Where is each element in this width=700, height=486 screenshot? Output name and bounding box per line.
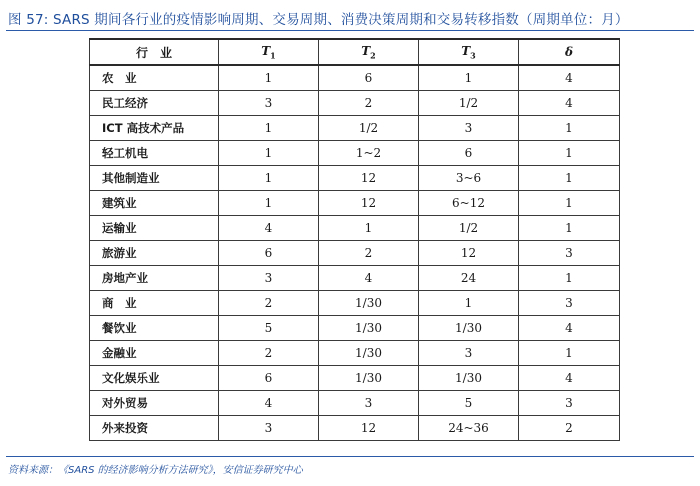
cell-delta: 1 [519, 166, 620, 191]
cell-t3: 3 [419, 116, 519, 141]
cell-t2: 1/30 [319, 366, 419, 391]
cell-t1: 6 [219, 366, 319, 391]
cell-t1: 3 [219, 91, 319, 116]
cell-t3: 1/2 [419, 216, 519, 241]
cell-delta: 4 [519, 366, 620, 391]
cell-t1: 4 [219, 216, 319, 241]
table-header-row [90, 39, 620, 65]
cell-t1: 1 [219, 166, 319, 191]
header-t2: $T_2$ [319, 39, 419, 65]
cell-industry: 旅游业 [90, 241, 219, 266]
cell-delta: 1 [519, 266, 620, 291]
source-note: 资料来源：《SARS 的经济影响分析方法研究》，安信证券研究中心 [8, 465, 303, 476]
table-row [90, 216, 620, 241]
cell-t1: 1 [219, 65, 319, 91]
cell-t1: 6 [219, 241, 319, 266]
cell-industry: 运输业 [90, 216, 219, 241]
cell-delta: 4 [519, 91, 620, 116]
cell-t2: 1/30 [319, 341, 419, 366]
cell-t3: 1/30 [419, 366, 519, 391]
cell-t1: 2 [219, 341, 319, 366]
table-row [90, 366, 620, 391]
table-row [90, 141, 620, 166]
cell-industry: 商 业 [90, 291, 219, 316]
cell-t2: 2 [319, 241, 419, 266]
cell-t2: 12 [319, 166, 419, 191]
table-row [90, 391, 620, 416]
table-row [90, 191, 620, 216]
cell-t3: 24~36 [419, 416, 519, 441]
cell-t3: 24 [419, 266, 519, 291]
cell-t2: 12 [319, 191, 419, 216]
cell-t3: 3~6 [419, 166, 519, 191]
figure-title: 图 57: SARS 期间各行业的疫情影响周期、交易周期、消费决策周期和交易转移指数（周期单位：月） [8, 12, 629, 28]
table-row [90, 116, 620, 141]
table-row [90, 266, 620, 291]
header-t3: $T_3$ [419, 39, 519, 65]
cell-t3: 1/2 [419, 91, 519, 116]
cell-industry: 外来投资 [90, 416, 219, 441]
cell-t2: 4 [319, 266, 419, 291]
cell-delta: 3 [519, 241, 620, 266]
cell-t3: 1 [419, 291, 519, 316]
table-row [90, 65, 620, 91]
table-row [90, 341, 620, 366]
table-row [90, 91, 620, 116]
cell-t1: 1 [219, 116, 319, 141]
cell-t2: 1 [319, 216, 419, 241]
cell-industry: 餐饮业 [90, 316, 219, 341]
cell-t2: 2 [319, 91, 419, 116]
cell-t3: 1 [419, 65, 519, 91]
table-row [90, 416, 620, 441]
cell-t1: 3 [219, 416, 319, 441]
cell-industry: 建筑业 [90, 191, 219, 216]
cell-industry: 民工经济 [90, 91, 219, 116]
cell-delta: 1 [519, 141, 620, 166]
cell-t1: 2 [219, 291, 319, 316]
cell-t1: 1 [219, 141, 319, 166]
header-t1: $T_1$ [219, 39, 319, 65]
title-divider [6, 30, 694, 31]
cell-industry: 房地产业 [90, 266, 219, 291]
cell-t3: 12 [419, 241, 519, 266]
cell-industry: 文化娱乐业 [90, 366, 219, 391]
cell-t3: 3 [419, 341, 519, 366]
cell-delta: 4 [519, 65, 620, 91]
table-row [90, 241, 620, 266]
cell-delta: 1 [519, 191, 620, 216]
cell-t3: 6~12 [419, 191, 519, 216]
cell-t2: 12 [319, 416, 419, 441]
header-industry: 行 业 [90, 39, 219, 65]
cell-t3: 1/30 [419, 316, 519, 341]
cell-delta: 3 [519, 391, 620, 416]
cell-t3: 6 [419, 141, 519, 166]
cell-industry: 农 业 [90, 65, 219, 91]
cell-t1: 1 [219, 191, 319, 216]
cell-t1: 5 [219, 316, 319, 341]
industry-cycle-table [89, 38, 620, 441]
table-row [90, 316, 620, 341]
source-divider [6, 456, 694, 457]
table-row [90, 166, 620, 191]
cell-t2: 6 [319, 65, 419, 91]
header-delta: δ [519, 39, 620, 65]
cell-t2: 1/30 [319, 316, 419, 341]
cell-delta: 1 [519, 116, 620, 141]
cell-industry: 对外贸易 [90, 391, 219, 416]
cell-industry: 轻工机电 [90, 141, 219, 166]
cell-t2: 1/30 [319, 291, 419, 316]
cell-t3: 5 [419, 391, 519, 416]
cell-t2: 3 [319, 391, 419, 416]
cell-t1: 3 [219, 266, 319, 291]
cell-t2: 1/2 [319, 116, 419, 141]
cell-delta: 1 [519, 216, 620, 241]
table-row [90, 291, 620, 316]
cell-industry: ICT 高技术产品 [90, 116, 219, 141]
cell-delta: 3 [519, 291, 620, 316]
cell-industry: 金融业 [90, 341, 219, 366]
cell-delta: 2 [519, 416, 620, 441]
cell-delta: 1 [519, 341, 620, 366]
cell-delta: 4 [519, 316, 620, 341]
cell-t1: 4 [219, 391, 319, 416]
table-body [90, 65, 620, 441]
cell-industry: 其他制造业 [90, 166, 219, 191]
cell-t2: 1~2 [319, 141, 419, 166]
